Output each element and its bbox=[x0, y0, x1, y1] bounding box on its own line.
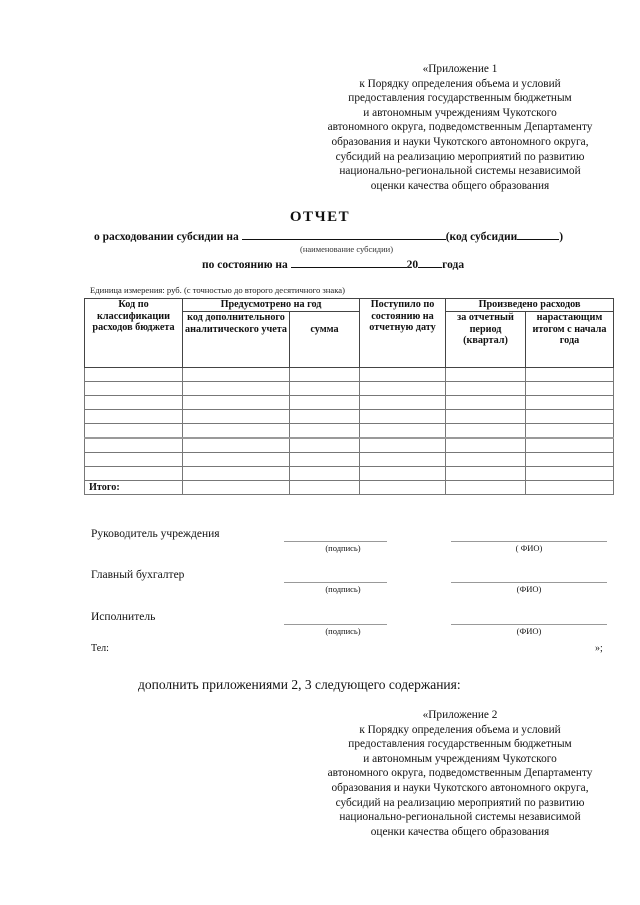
table-cell[interactable] bbox=[360, 467, 446, 481]
table-cell[interactable] bbox=[85, 368, 183, 382]
amendment-text: дополнить приложениями 2, 3 следующего содержания: bbox=[138, 677, 461, 692]
total-label: Итого: bbox=[85, 481, 183, 495]
signature-line[interactable] bbox=[284, 582, 387, 583]
total-cell[interactable] bbox=[446, 481, 526, 495]
appendix-line: автономного округа, подведомственным Департаменту bbox=[327, 121, 593, 134]
header-spent-period: за отчетный период (квартал) bbox=[446, 312, 526, 368]
appendix-line: и автономным учреждениям Чукотского bbox=[363, 752, 557, 765]
table-cell[interactable] bbox=[290, 467, 360, 481]
table-cell[interactable] bbox=[290, 368, 360, 382]
table-row bbox=[85, 368, 614, 382]
table-row bbox=[85, 453, 614, 467]
table-cell[interactable] bbox=[360, 410, 446, 424]
table-cell[interactable] bbox=[526, 424, 614, 439]
appendix-line: субсидий на реализацию мероприятий по развитию bbox=[335, 150, 585, 163]
table-cell[interactable] bbox=[183, 368, 290, 382]
table-cell[interactable] bbox=[290, 424, 360, 439]
signature-hint: (подпись) bbox=[325, 543, 361, 553]
subtitle-prefix: о расходовании субсидии на bbox=[94, 231, 239, 243]
name-line[interactable] bbox=[451, 624, 607, 625]
header-planned-group: Предусмотрено на год bbox=[183, 299, 360, 312]
table-cell[interactable] bbox=[446, 438, 526, 453]
signature-role: Главный бухгалтер bbox=[91, 569, 185, 581]
appendix-line: и автономным учреждениям Чукотского bbox=[363, 106, 557, 119]
subsidy-code-close: ) bbox=[559, 231, 564, 243]
name-hint: (ФИО) bbox=[516, 584, 542, 594]
table-cell[interactable] bbox=[526, 396, 614, 410]
table-cell[interactable] bbox=[360, 453, 446, 467]
name-hint: (ФИО) bbox=[516, 626, 542, 636]
name-line[interactable] bbox=[451, 541, 607, 542]
table-cell[interactable] bbox=[360, 396, 446, 410]
appendix-line: национально-региональной системы независимой bbox=[339, 165, 581, 178]
report-subtitle bbox=[94, 229, 563, 243]
table-cell[interactable] bbox=[526, 467, 614, 481]
as-of-date-field[interactable] bbox=[291, 257, 407, 268]
table-cell[interactable] bbox=[183, 382, 290, 396]
table-cell[interactable] bbox=[446, 368, 526, 382]
header-received: Поступило по состоянию на отчетную дату bbox=[360, 299, 446, 368]
name-hint: ( ФИО) bbox=[515, 543, 543, 553]
report-as-of bbox=[202, 257, 464, 271]
name-line[interactable] bbox=[451, 582, 607, 583]
appendix-1-header bbox=[290, 62, 630, 193]
table-cell[interactable] bbox=[290, 438, 360, 453]
header-spent-group: Произведено расходов bbox=[446, 299, 614, 312]
table-row bbox=[85, 382, 614, 396]
header-budget-code: Код по классификации расходов бюджета bbox=[85, 299, 183, 368]
table-cell[interactable] bbox=[290, 453, 360, 467]
appendix-line: «Приложение 2 bbox=[422, 709, 498, 721]
table-cell[interactable] bbox=[526, 453, 614, 467]
appendix-line: оценки качества общего образования bbox=[370, 825, 550, 838]
total-row bbox=[85, 481, 614, 495]
table-cell[interactable] bbox=[85, 396, 183, 410]
table-cell[interactable] bbox=[360, 424, 446, 439]
table-cell[interactable] bbox=[526, 368, 614, 382]
unit-note: Единица измерения: руб. (с точностью до второго десятичного знака) bbox=[90, 285, 345, 295]
phone-label: Тел: bbox=[91, 643, 109, 654]
table-cell[interactable] bbox=[446, 453, 526, 467]
table-cell[interactable] bbox=[360, 368, 446, 382]
table-cell[interactable] bbox=[446, 396, 526, 410]
table-cell[interactable] bbox=[290, 410, 360, 424]
header-planned-sum: сумма bbox=[290, 312, 360, 368]
table-cell[interactable] bbox=[183, 438, 290, 453]
signature-hint: (подпись) bbox=[325, 584, 361, 594]
table-row bbox=[85, 396, 614, 410]
appendix-line: субсидий на реализацию мероприятий по развитию bbox=[335, 796, 585, 809]
table-cell[interactable] bbox=[85, 453, 183, 467]
table-row bbox=[85, 467, 614, 481]
signature-role: Руководитель учреждения bbox=[91, 528, 220, 540]
table-cell[interactable] bbox=[183, 467, 290, 481]
total-cell[interactable] bbox=[183, 481, 290, 495]
appendix-line: предоставления государственным бюджетным bbox=[348, 738, 572, 751]
table-row bbox=[85, 438, 614, 453]
table-cell[interactable] bbox=[360, 438, 446, 453]
appendix-line: к Порядку определения объема и условий bbox=[359, 723, 561, 736]
report-title: ОТЧЕТ bbox=[289, 209, 351, 225]
year-prefix: 20 bbox=[406, 259, 419, 271]
closing-quote: »; bbox=[595, 643, 603, 654]
header-planned-code: код дополнительного аналитического учета bbox=[183, 312, 290, 368]
signature-role: Исполнитель bbox=[91, 611, 156, 623]
appendix-line: национально-региональной системы независимой bbox=[339, 811, 581, 824]
table-cell[interactable] bbox=[360, 382, 446, 396]
year-field[interactable] bbox=[418, 257, 442, 268]
table-cell[interactable] bbox=[85, 410, 183, 424]
table-cell[interactable] bbox=[446, 467, 526, 481]
subsidy-code-field[interactable] bbox=[517, 229, 559, 240]
table-row bbox=[85, 424, 614, 439]
table-cell[interactable] bbox=[183, 424, 290, 439]
table-cell[interactable] bbox=[446, 424, 526, 439]
table-cell[interactable] bbox=[183, 410, 290, 424]
report-table bbox=[84, 298, 614, 495]
table-cell[interactable] bbox=[183, 453, 290, 467]
table-cell[interactable] bbox=[526, 410, 614, 424]
appendix-2-header bbox=[290, 708, 630, 839]
appendix-line: к Порядку определения объема и условий bbox=[359, 77, 561, 90]
appendix-line: автономного округа, подведомственным Департаменту bbox=[327, 767, 593, 780]
table-row bbox=[85, 410, 614, 424]
total-cell[interactable] bbox=[360, 481, 446, 495]
table-cell[interactable] bbox=[290, 396, 360, 410]
table-cell[interactable] bbox=[85, 382, 183, 396]
table-cell[interactable] bbox=[183, 396, 290, 410]
appendix-line: образования и науки Чукотского автономного округа, bbox=[331, 135, 589, 148]
table-cell[interactable] bbox=[85, 424, 183, 439]
table-cell[interactable] bbox=[290, 382, 360, 396]
table-cell[interactable] bbox=[85, 438, 183, 453]
subsidy-name-field[interactable] bbox=[242, 229, 446, 240]
subsidy-code-label: (код субсидии bbox=[445, 231, 518, 243]
header-spent-cumulative: нарастающим итогом с начала года bbox=[526, 312, 614, 368]
total-cell[interactable] bbox=[526, 481, 614, 495]
appendix-line: «Приложение 1 bbox=[422, 63, 498, 75]
total-cell[interactable] bbox=[290, 481, 360, 495]
table-cell[interactable] bbox=[446, 410, 526, 424]
signature-line[interactable] bbox=[284, 624, 387, 625]
table-cell[interactable] bbox=[526, 438, 614, 453]
table-cell[interactable] bbox=[446, 382, 526, 396]
table-cell[interactable] bbox=[526, 382, 614, 396]
appendix-line: образования и науки Чукотского автономного округа, bbox=[331, 781, 589, 794]
as-of-prefix: по состоянию на bbox=[202, 259, 288, 271]
subsidy-name-hint: (наименование субсидии) bbox=[300, 244, 394, 254]
appendix-line: оценки качества общего образования bbox=[370, 179, 550, 192]
year-suffix: года bbox=[442, 259, 465, 271]
signature-hint: (подпись) bbox=[325, 626, 361, 636]
appendix-line: предоставления государственным бюджетным bbox=[348, 92, 572, 105]
signature-line[interactable] bbox=[284, 541, 387, 542]
table-cell[interactable] bbox=[85, 467, 183, 481]
